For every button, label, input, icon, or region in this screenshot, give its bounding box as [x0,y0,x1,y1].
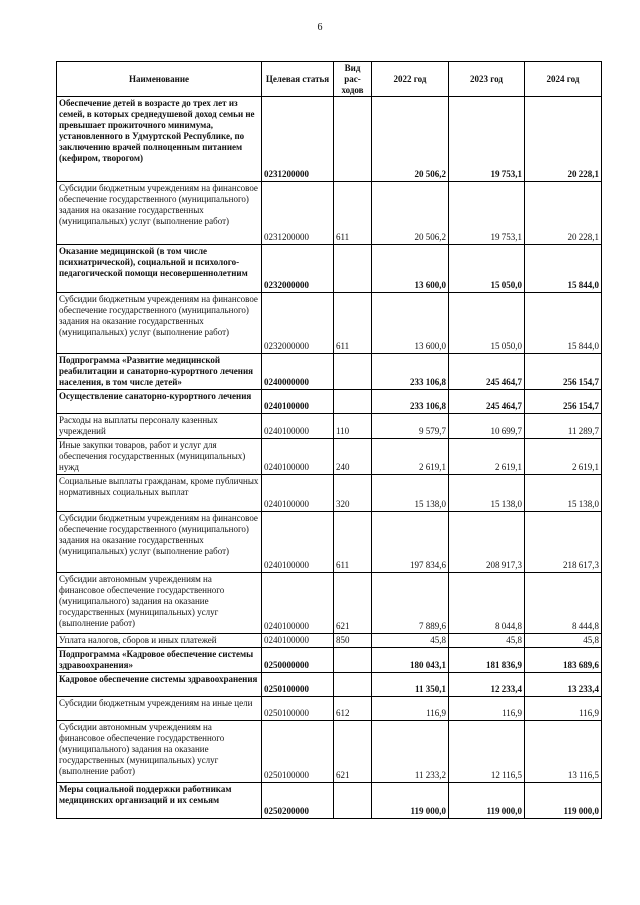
target-code-cell: 0231200000 [262,182,334,245]
row-name-cell: Подпрограмма «Развитие медицинской реабилитации и санаторно-курортного лечения населения, в том числе детей» [57,354,262,390]
page-number: 6 [317,22,323,33]
row-name-cell: Уплата налогов, сборов и иных платежей [57,634,262,648]
amount-2022-cell: 2 619,1 [372,439,449,475]
table-row [57,354,602,390]
row-name-cell: Социальные выплаты гражданам, кроме публичных нормативных социальных выплат [57,475,262,512]
table-row [57,634,602,648]
amount-2023-cell: 2 619,1 [449,439,525,475]
target-code-cell: 0232000000 [262,245,334,293]
header-2022: 2022 год [372,62,449,97]
expense-kind-cell [334,783,372,819]
target-code-cell: 0240100000 [262,390,334,414]
table-body [57,97,602,819]
amount-2022-cell: 233 106,8 [372,390,449,414]
target-code-cell: 0250100000 [262,673,334,697]
target-code-cell: 0240100000 [262,414,334,439]
expense-kind-cell: 850 [334,634,372,648]
amount-2024-cell: 183 689,6 [525,648,602,673]
row-name-cell: Обеспечение детей в возрасте до трех лет из семей, в которых среднедушевой доход семьи не превышает прожиточного минимума, установленного в Удмуртской Республике, по заключению врачей полноценным питанием (кефиром, творогом) [57,97,262,182]
amount-2024-cell: 15 844,0 [525,293,602,354]
target-code-cell: 0240100000 [262,475,334,512]
amount-2022-cell: 233 106,8 [372,354,449,390]
amount-2022-cell: 180 043,1 [372,648,449,673]
amount-2024-cell: 8 444,8 [525,573,602,634]
header-kind: Вид рас-ходов [334,62,372,97]
amount-2024-cell: 11 289,7 [525,414,602,439]
amount-2024-cell: 13 233,4 [525,673,602,697]
amount-2022-cell: 20 506,2 [372,97,449,182]
expense-kind-cell: 612 [334,697,372,721]
budget-table [56,61,602,819]
table-row [57,697,602,721]
table-row [57,573,602,634]
row-name-cell: Расходы на выплаты персоналу казенных учреждений [57,414,262,439]
amount-2023-cell: 116,9 [449,697,525,721]
amount-2023-cell: 181 836,9 [449,648,525,673]
table-header-row [57,62,602,97]
amount-2022-cell: 119 000,0 [372,783,449,819]
row-name-cell: Осуществление санаторно-курортного лечения [57,390,262,414]
table-row [57,245,602,293]
row-name-cell: Субсидии бюджетным учреждениям на финансовое обеспечение государственного (муниципального) задания на оказание государственных (муниципальных) услуг (выполнение работ) [57,182,262,245]
header-2023: 2023 год [449,62,525,97]
expense-kind-cell [334,648,372,673]
table-row [57,475,602,512]
row-name-cell: Субсидии автономным учреждениям на финансовое обеспечение государственного (муниципального) задания на оказание государственных (муниципальных) услуг (выполнение работ) [57,721,262,783]
expense-kind-cell: 240 [334,439,372,475]
header-name: Наименование [57,62,262,97]
amount-2024-cell: 256 154,7 [525,390,602,414]
amount-2022-cell: 11 233,2 [372,721,449,783]
amount-2023-cell: 19 753,1 [449,182,525,245]
target-code-cell: 0250000000 [262,648,334,673]
expense-kind-cell: 110 [334,414,372,439]
amount-2024-cell: 45,8 [525,634,602,648]
amount-2024-cell: 15 138,0 [525,475,602,512]
row-name-cell: Иные закупки товаров, работ и услуг для обеспечения государственных (муниципальных) нужд [57,439,262,475]
row-name-cell: Субсидии бюджетным учреждениям на финансовое обеспечение государственного (муниципального) задания на оказание государственных (муниципальных) услуг (выполнение работ) [57,512,262,573]
amount-2023-cell: 45,8 [449,634,525,648]
amount-2024-cell: 119 000,0 [525,783,602,819]
expense-kind-cell [334,390,372,414]
target-code-cell: 0232000000 [262,293,334,354]
target-code-cell: 0231200000 [262,97,334,182]
table-row [57,390,602,414]
header-code: Целевая статья [262,62,334,97]
table-row [57,721,602,783]
amount-2023-cell: 19 753,1 [449,97,525,182]
target-code-cell: 0250200000 [262,783,334,819]
table-row [57,512,602,573]
amount-2024-cell: 13 116,5 [525,721,602,783]
expense-kind-cell: 611 [334,182,372,245]
expense-kind-cell: 611 [334,293,372,354]
row-name-cell: Подпрограмма «Кадровое обеспечение системы здравоохранения» [57,648,262,673]
table-row [57,414,602,439]
amount-2023-cell: 245 464,7 [449,390,525,414]
amount-2023-cell: 245 464,7 [449,354,525,390]
expense-kind-cell: 621 [334,573,372,634]
row-name-cell: Оказание медицинской (в том числе психиатрической), социальной и психолого-педагогической помощи несовершеннолетним [57,245,262,293]
row-name-cell: Субсидии бюджетным учреждениям на иные цели [57,697,262,721]
amount-2023-cell: 15 050,0 [449,293,525,354]
amount-2022-cell: 11 350,1 [372,673,449,697]
row-name-cell: Субсидии автономным учреждениям на финансовое обеспечение государственного (муниципального) задания на оказание государственных (муниципальных) услуг (выполнение работ) [57,573,262,634]
expense-kind-cell [334,97,372,182]
target-code-cell: 0240100000 [262,512,334,573]
amount-2023-cell: 10 699,7 [449,414,525,439]
amount-2024-cell: 116,9 [525,697,602,721]
expense-kind-cell [334,354,372,390]
target-code-cell: 0240100000 [262,439,334,475]
table-row [57,648,602,673]
amount-2024-cell: 218 617,3 [525,512,602,573]
expense-kind-cell [334,673,372,697]
table-row [57,293,602,354]
amount-2024-cell: 256 154,7 [525,354,602,390]
amount-2022-cell: 116,9 [372,697,449,721]
header-2024: 2024 год [525,62,602,97]
table-row [57,439,602,475]
amount-2022-cell: 9 579,7 [372,414,449,439]
target-code-cell: 0250100000 [262,721,334,783]
amount-2022-cell: 45,8 [372,634,449,648]
row-name-cell: Субсидии бюджетным учреждениям на финансовое обеспечение государственного (муниципального) задания на оказание государственных (муниципальных) услуг (выполнение работ) [57,293,262,354]
amount-2022-cell: 7 889,6 [372,573,449,634]
expense-kind-cell: 320 [334,475,372,512]
amount-2023-cell: 12 233,4 [449,673,525,697]
amount-2023-cell: 208 917,3 [449,512,525,573]
amount-2023-cell: 15 138,0 [449,475,525,512]
table-row [57,783,602,819]
target-code-cell: 0250100000 [262,697,334,721]
table-row [57,182,602,245]
amount-2022-cell: 15 138,0 [372,475,449,512]
table-row [57,673,602,697]
amount-2022-cell: 13 600,0 [372,245,449,293]
row-name-cell: Меры социальной поддержки работникам медицинских организаций и их семьям [57,783,262,819]
amount-2023-cell: 12 116,5 [449,721,525,783]
target-code-cell: 0240100000 [262,634,334,648]
amount-2022-cell: 20 506,2 [372,182,449,245]
amount-2022-cell: 197 834,6 [372,512,449,573]
target-code-cell: 0240000000 [262,354,334,390]
amount-2023-cell: 15 050,0 [449,245,525,293]
amount-2022-cell: 13 600,0 [372,293,449,354]
amount-2024-cell: 15 844,0 [525,245,602,293]
amount-2024-cell: 20 228,1 [525,182,602,245]
expense-kind-cell: 611 [334,512,372,573]
expense-kind-cell [334,245,372,293]
amount-2023-cell: 8 044,8 [449,573,525,634]
amount-2023-cell: 119 000,0 [449,783,525,819]
table-row [57,97,602,182]
amount-2024-cell: 2 619,1 [525,439,602,475]
target-code-cell: 0240100000 [262,573,334,634]
row-name-cell: Кадровое обеспечение системы здравоохранения [57,673,262,697]
expense-kind-cell: 621 [334,721,372,783]
amount-2024-cell: 20 228,1 [525,97,602,182]
